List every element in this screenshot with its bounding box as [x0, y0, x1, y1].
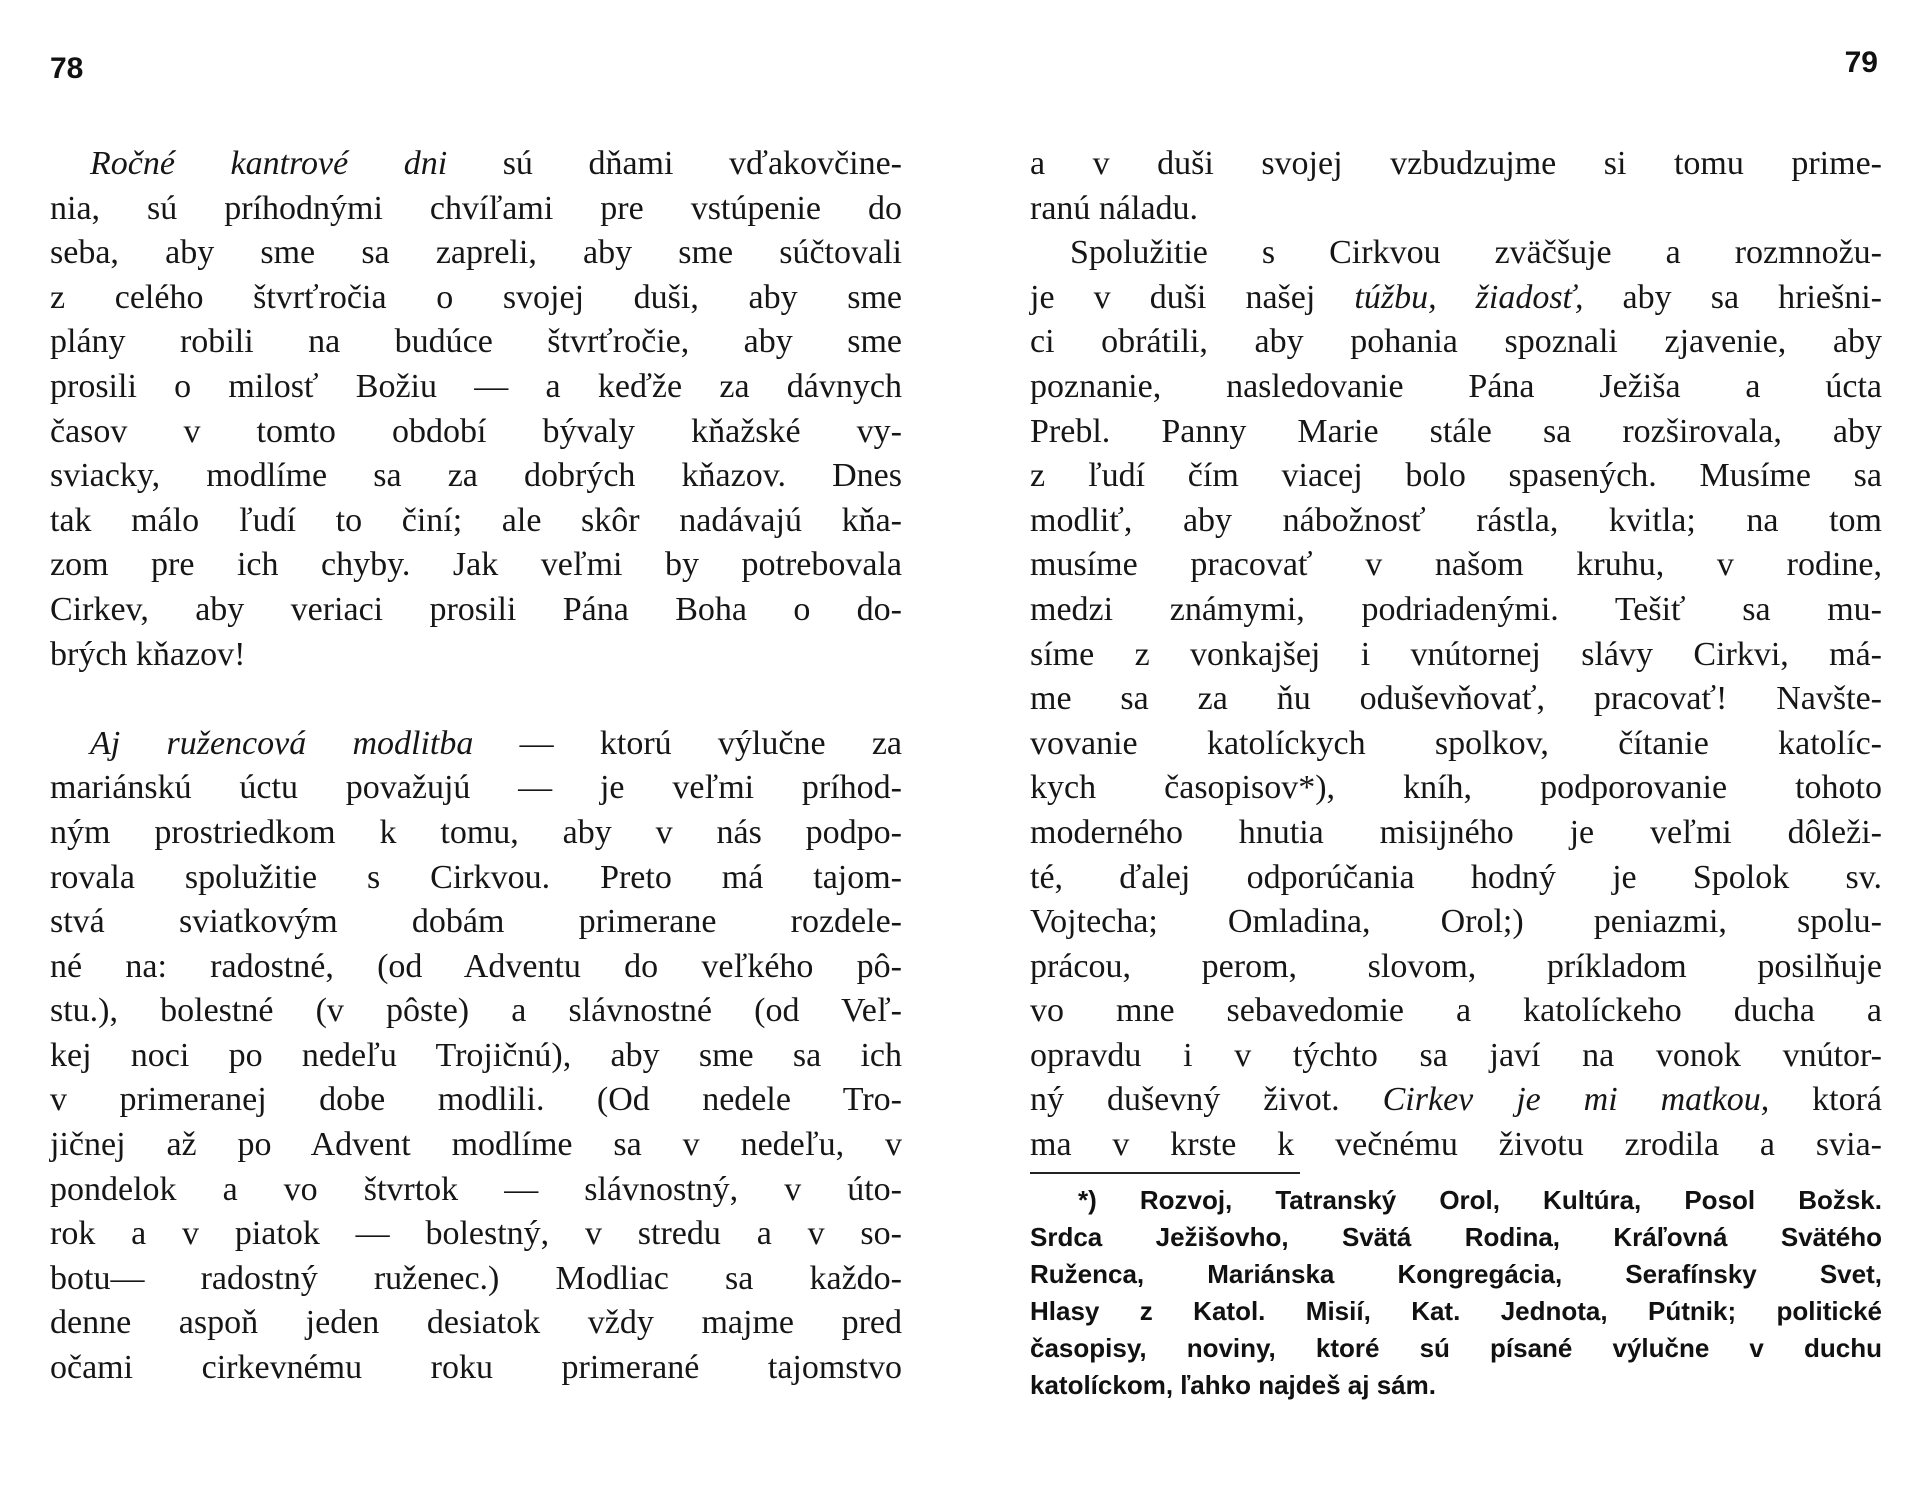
footnote-line: časopisy, noviny, ktoré sú písané výlučne v duchu: [1030, 1332, 1882, 1363]
paragraph-line: sviacky, modlíme sa za dobrých kňazov. Dnes: [50, 457, 902, 495]
paragraph-line: vovanie katolíckych spolkov, čítanie katolíc-: [1030, 724, 1882, 762]
italic-phrase: Aj ružencová modlitba: [90, 724, 474, 762]
paragraph-line: brých kňazov!: [50, 635, 246, 673]
paragraph-line: z ľudí čím viacej bolo spasených. Musíme sa: [1030, 457, 1882, 495]
paragraph-line: mariánskú úctu považujú — je veľmi príhod-: [50, 769, 902, 807]
paragraph-line: vo mne sebavedomie a katolíckeho ducha a: [1030, 992, 1882, 1030]
paragraph-line: medzi známymi, podriadenými. Tešiť sa mu-: [1030, 590, 1882, 628]
paragraph-line: Prebl. Panny Marie stále sa rozširovala, aby: [1030, 412, 1882, 450]
paragraph-line: očami cirkevnému roku primerané tajomstvo: [50, 1349, 902, 1387]
paragraph-line: Vojtecha; Omladina, Orol;) peniazmi, spolu-: [1030, 903, 1882, 941]
left-page-text: [50, 142, 902, 1391]
paragraph-line: modliť, aby nábožnosť rástla, kvitla; na tom: [1030, 501, 1882, 539]
italic-phrase: túžbu, žiadosť,: [1354, 278, 1584, 316]
paragraph-line: v primeranej dobe modlili. (Od nedele Tro-: [50, 1081, 902, 1119]
footnote-line: Ruženca, Mariánska Kongregácia, Serafínsky Svet,: [1030, 1258, 1882, 1289]
paragraph-line: nia, sú príhodnými chvíľami pre vstúpenie do: [50, 189, 902, 227]
paragraph-line: z celého štvrťročia o svojej duši, aby sme: [50, 278, 902, 316]
paragraph-line: rovala spolužitie s Cirkvou. Preto má tajom-: [50, 858, 902, 896]
paragraph-line: ma v krste k večnému životu zrodila a svia-: [1030, 1126, 1882, 1164]
paragraph-line: pondelok a vo štvrtok — slávnostný, v úto-: [50, 1170, 902, 1208]
footnote-line: Srdca Ježišovho, Svätá Rodina, Kráľovná Svätého: [1030, 1221, 1882, 1252]
paragraph-line: a v duši svojej vzbudzujme si tomu prime-: [1030, 145, 1882, 182]
page-number-right: 79: [1844, 46, 1878, 79]
paragraph-line: ným prostriedkom k tomu, aby v nás podpo-: [50, 813, 902, 851]
italic-phrase: Ročné kantrové dni: [90, 145, 448, 182]
paragraph-line: plány robili na budúce štvrťročie, aby sme: [50, 323, 902, 361]
footnote-divider: [1030, 1172, 1300, 1174]
paragraph-line: jičnej až po Advent modlíme sa v nedeľu, v: [50, 1126, 902, 1164]
paragraph-line: kych časopisov*), kníh, podporovanie tohoto: [1030, 769, 1882, 807]
paragraph-line: [50, 142, 902, 187]
text-run: ný duševný život.: [1030, 1081, 1383, 1119]
paragraph-line: botu— radostný ruženec.) Modliac sa každo-: [50, 1259, 902, 1297]
paragraph-line: ci obrátili, aby pohania spoznali zjavenie, aby: [1030, 323, 1882, 361]
paragraph-line: ranú náladu.: [1030, 189, 1199, 227]
paragraph-line: kej noci po nedeľu Trojičnú), aby sme sa ich: [50, 1036, 902, 1074]
paragraph-line: Spolužitie s Cirkvou zväčšuje a rozmnožu-: [1070, 234, 1882, 272]
paragraph-line: né na: radostné, (od Adventu do veľkého pô-: [50, 947, 902, 985]
paragraph-line: me sa za ňu oduševňovať, pracovať! Navšte-: [1030, 680, 1882, 718]
paragraph-line: zom pre ich chyby. Jak veľmi by potrebovala: [50, 546, 902, 584]
italic-phrase: Cirkev je mi matkou,: [1382, 1081, 1770, 1119]
paragraph-line: [50, 722, 902, 767]
paragraph-line: prosili o milosť Božiu — a keďže za dávnych: [50, 367, 902, 405]
paragraph-line: [1030, 1078, 1882, 1123]
footnote-line: *) Rozvoj, Tatranský Orol, Kultúra, Posol Božsk.: [1078, 1184, 1882, 1215]
right-page-text: [1030, 142, 1882, 1404]
paragraph-line: časov v tomto období bývaly kňažské vy-: [50, 412, 902, 450]
paragraph-line: musíme pracovať v našom kruhu, v rodine,: [1030, 546, 1882, 584]
paragraph-line: rok a v piatok — bolestný, v stredu a v so-: [50, 1215, 902, 1253]
paragraph-line: té, ďalej odporúčania hodný je Spolok sv.: [1030, 858, 1882, 896]
paragraph-line: seba, aby sme sa zapreli, aby sme súčtovali: [50, 234, 902, 272]
paragraph-line: opravdu i v týchto sa javí na vonok vnútor-: [1030, 1036, 1882, 1074]
text-run: aby sa hriešni-: [1583, 278, 1882, 316]
paragraph-line: tak málo ľudí to činí; ale skôr nadávajú kňa-: [50, 501, 902, 539]
paragraph-line: prácou, perom, slovom, príkladom posilňuje: [1030, 947, 1882, 985]
paragraph-line: stu.), bolestné (v pôste) a slávnostné (od Veľ-: [50, 992, 902, 1030]
paragraph-line: Cirkev, aby veriaci prosili Pána Boha o do-: [50, 590, 902, 628]
paragraph-line: poznanie, nasledovanie Pána Ježiša a úcta: [1030, 367, 1882, 405]
paragraph-line: stvá sviatkovým dobám primerane rozdele-: [50, 903, 902, 941]
text-run: sú dňami vďakovčine-: [447, 145, 902, 182]
footnote-line: katolíckom, ľahko najdeš aj sám.: [1030, 1369, 1436, 1400]
page-number-left: 78: [50, 52, 84, 85]
text-run: je v duši našej: [1030, 278, 1355, 316]
paragraph-line: [1030, 276, 1882, 321]
text-run: ktorá: [1769, 1081, 1882, 1119]
paragraph-line: síme z vonkajšej i vnútornej slávy Cirkvi, má-: [1030, 635, 1882, 673]
paragraph-line: moderného hnutia misijného je veľmi dôleži-: [1030, 813, 1882, 851]
paragraph-line: denne aspoň jeden desiatok vždy majme pred: [50, 1304, 902, 1342]
text-run: — ktorú výlučne za: [473, 724, 903, 762]
footnote-line: Hlasy z Katol. Misií, Kat. Jednota, Pútnik; politické: [1030, 1295, 1882, 1326]
